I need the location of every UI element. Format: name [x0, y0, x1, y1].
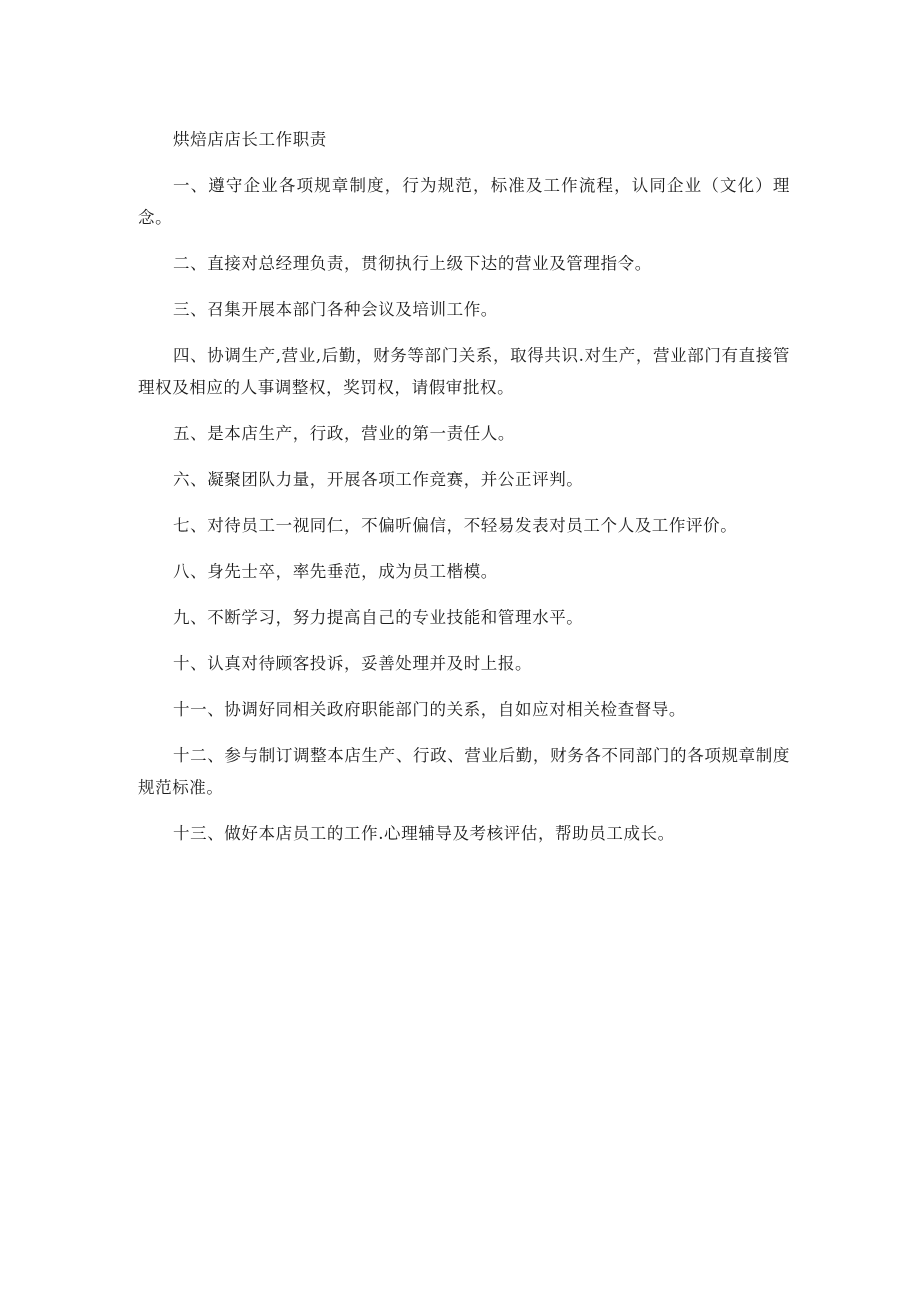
- duty-item-8: 八、身先士卒，率先垂范，成为员工楷模。: [173, 562, 498, 581]
- duty-item-13: 十三、做好本店员工的工作.心理辅导及考核评估，帮助员工成长。: [173, 824, 675, 843]
- duty-item-1: 一、遵守企业各项规章制度，行为规范，标准及工作流程，认同企业（文化）理念。: [138, 176, 790, 227]
- duty-item-6: 六、凝聚团队力量，开展各项工作竞赛，并公正评判。: [173, 470, 584, 489]
- duty-item-3: 三、召集开展本部门各种会议及培训工作。: [173, 300, 498, 319]
- duty-item-9: 九、不断学习，努力提高自己的专业技能和管理水平。: [173, 608, 584, 627]
- duty-item-11: 十一、协调好同相关政府职能部门的关系，自如应对相关检查督导。: [173, 700, 686, 719]
- document-body: [138, 124, 790, 864]
- duty-item-7: 七、对待员工一视同仁，不偏听偏信，不轻易发表对员工个人及工作评价。: [173, 516, 738, 535]
- duty-item-2: 二、直接对总经理负责，贯彻执行上级下达的营业及管理指令。: [173, 254, 652, 273]
- duty-item-4: 四、协调生产,营业,后勤，财务等部门关系，取得共识.对生产，营业部门有直接管理权及相应的人事调整权，奖罚权，请假审批权。: [138, 346, 790, 397]
- duty-item-12: 十二、参与制订调整本店生产、行政、营业后勤，财务各不同部门的各项规章制度规范标准。: [138, 746, 790, 797]
- document-title: 烘焙店店长工作职责: [173, 130, 327, 149]
- duty-item-5: 五、是本店生产，行政，营业的第一责任人。: [173, 424, 515, 443]
- duty-item-10: 十、认真对待顾客投诉，妥善处理并及时上报。: [173, 654, 533, 673]
